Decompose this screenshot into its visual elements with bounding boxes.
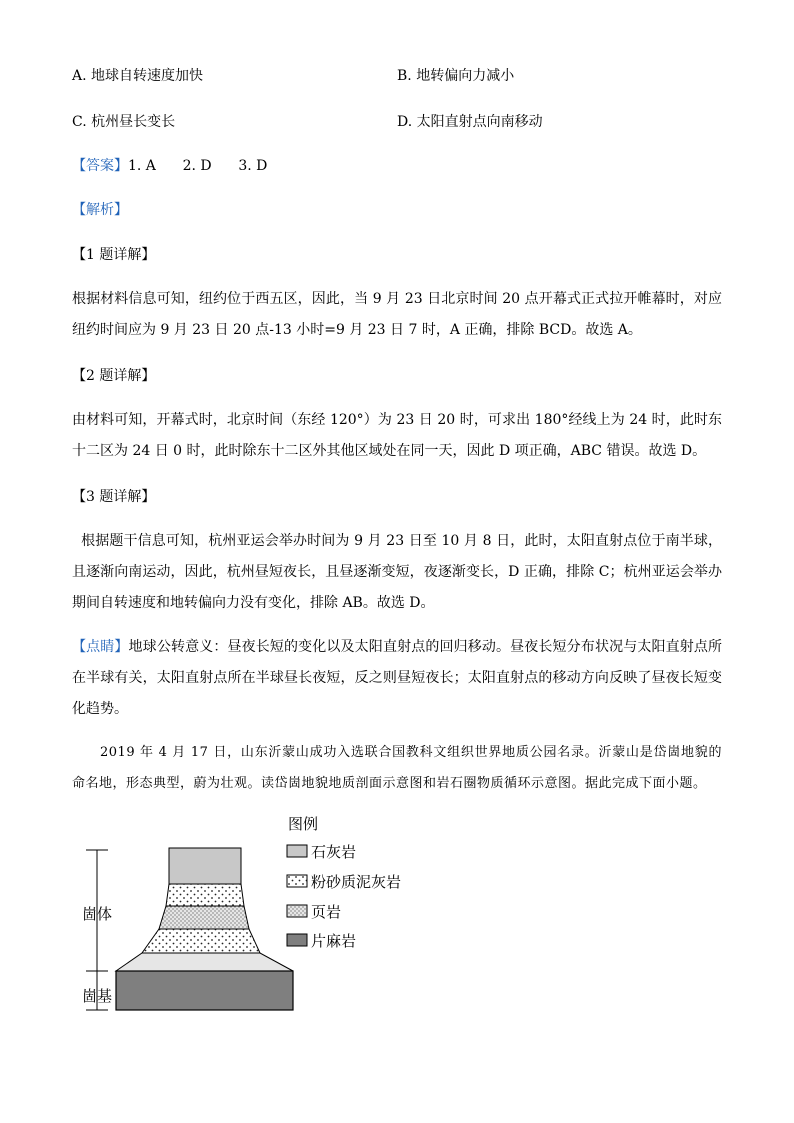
gneiss-base [116,971,293,1010]
legend-swatch-marl [287,875,307,887]
marl-layer-upper [166,884,244,906]
q1-title: 【1 题详解】 [72,247,156,263]
label-base: 崮基 [82,987,113,1005]
legend-swatch-gneiss [287,934,307,946]
answer-text: 1. A 2. D 3. D [128,158,268,174]
legend-swatch-limestone [287,845,307,857]
option-d: D. 太阳直射点向南移动 [397,114,543,130]
limestone-layer [169,848,241,884]
answer-label: 【答案】 [72,158,128,174]
legend-label-shale: 页岩 [311,903,342,921]
legend [287,815,401,950]
material-paragraph: 2019 年 4 月 17 日，山东沂蒙山成功入选联合国教科文组织世界地质公园名录。沂蒙山是岱崮地貌的命名地，形态典型，蔚为壮观。读岱崮地貌地质剖面示意图和岩石圈物质循环示意图。据此完成下面小题。 [72,745,722,791]
scree-slope [116,953,293,971]
option-b: B. 地转偏向力减小 [397,68,515,84]
q3-text: 根据题干信息可知，杭州亚运会举办时间为 9 月 23 日至 10 月 8 日，此时，太阳直射点位于南半球，且逐渐向南运动，因此，杭州昼短夜长，且昼逐渐变短，夜逐渐变长，D 正确，排除 C；杭州亚运会举办期间自转速度和地转偏向力没有变化，排除 AB。故选 D。 [72,533,722,611]
q3-title: 【3 题详解】 [72,489,156,505]
q2-text: 由材料可知，开幕式时，北京时间（东经 120°）为 23 日 20 时，可求出 180°经线上为 24 时，此时东十二区为 24 日 0 时，此时除东十二区外其他区域处在同一天，因此 D 项正确，ABC 错误。故选 D。 [72,412,722,459]
legend-swatch-shale [287,905,307,917]
option-c: C. 杭州昼长变长 [72,114,176,130]
cross-section [82,848,293,1010]
shale-layer [159,906,249,929]
legend-title: 图例 [288,815,319,833]
q1-text: 根据材料信息可知，纽约位于西五区，因此，当 9 月 23 日北京时间 20 点开幕式正式拉开帷幕时，对应纽约时间应为 9 月 23 日 20 点-13 小时=9 月 23 日 7 时，A 正确，排除 BCD。故选 A。 [72,291,722,338]
analysis-label: 【解析】 [72,202,128,218]
option-a: A. 地球自转速度加快 [72,68,204,84]
marl-layer-lower [142,929,260,953]
legend-label-gneiss: 片麻岩 [311,932,357,950]
q2-title: 【2 题详解】 [72,368,156,384]
tip-text: 地球公转意义：昼夜长短的变化以及太阳直射点的回归移动。昼夜长短分布状况与太阳直射点所在半球有关，太阳直射点所在半球昼长夜短，反之则昼短夜长；太阳直射点的移动方向反映了昼夜长短变化趋势。 [72,639,723,717]
tip-label: 【点睛】 [72,639,129,655]
label-body: 崮体 [82,905,113,923]
legend-label-limestone: 石灰岩 [311,843,357,861]
legend-label-marl: 粉砂质泥灰岩 [311,873,402,891]
